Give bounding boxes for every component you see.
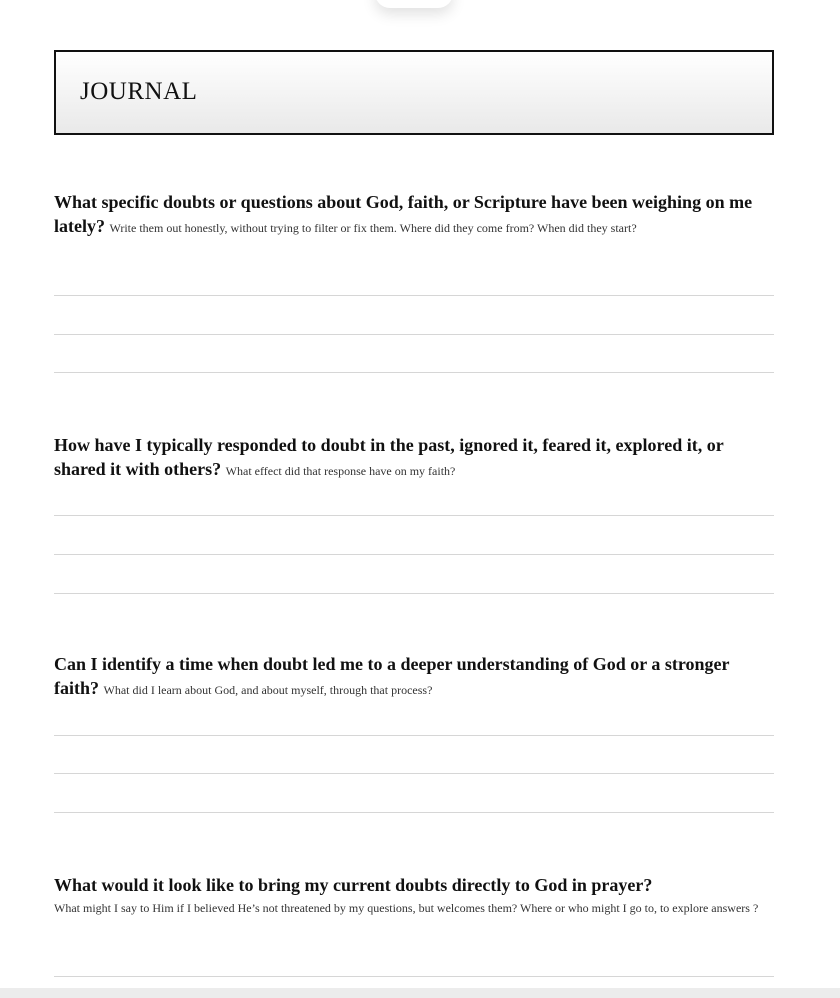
- top-tab-handle[interactable]: [375, 0, 453, 8]
- question-detail: What did I learn about God, and about myself, through that process?: [103, 683, 433, 697]
- journal-question-2: [54, 433, 774, 483]
- writing-line[interactable]: [54, 295, 774, 296]
- journal-question-1: [54, 190, 774, 240]
- writing-line[interactable]: [54, 372, 774, 373]
- writing-line[interactable]: [54, 812, 774, 813]
- question-detail: What effect did that response have on my faith?: [225, 464, 456, 478]
- question-prompt: Can I identify a time when doubt led me to a deeper understanding of God or a stronger faith?: [54, 654, 730, 698]
- journal-header: [54, 50, 774, 135]
- question-prompt: How have I typically responded to doubt in the past, ignored it, feared it, explored it, or shared it with others?: [54, 435, 724, 479]
- writing-line[interactable]: [54, 554, 774, 555]
- page-title: JOURNAL: [80, 78, 198, 105]
- writing-line[interactable]: [54, 593, 774, 594]
- page-footer-strip: [0, 988, 840, 998]
- question-prompt: What specific doubts or questions about God, faith, or Scripture have been weighing on me lately?: [54, 192, 753, 236]
- writing-line[interactable]: [54, 515, 774, 516]
- writing-line[interactable]: [54, 735, 774, 736]
- journal-question-3: [54, 652, 774, 702]
- question-detail: Write them out honestly, without trying to filter or fix them. Where did they come from? When did they start?: [109, 221, 637, 235]
- writing-line[interactable]: [54, 334, 774, 335]
- writing-line[interactable]: [54, 773, 774, 774]
- writing-line[interactable]: [54, 976, 774, 977]
- journal-question-4: [54, 873, 774, 920]
- question-detail: What might I say to Him if I believed He’s not threatened by my questions, but welcomes them? Where or who might I go to, to explore answers ?: [54, 901, 759, 915]
- question-prompt: What would it look like to bring my current doubts directly to God in prayer?: [54, 875, 653, 895]
